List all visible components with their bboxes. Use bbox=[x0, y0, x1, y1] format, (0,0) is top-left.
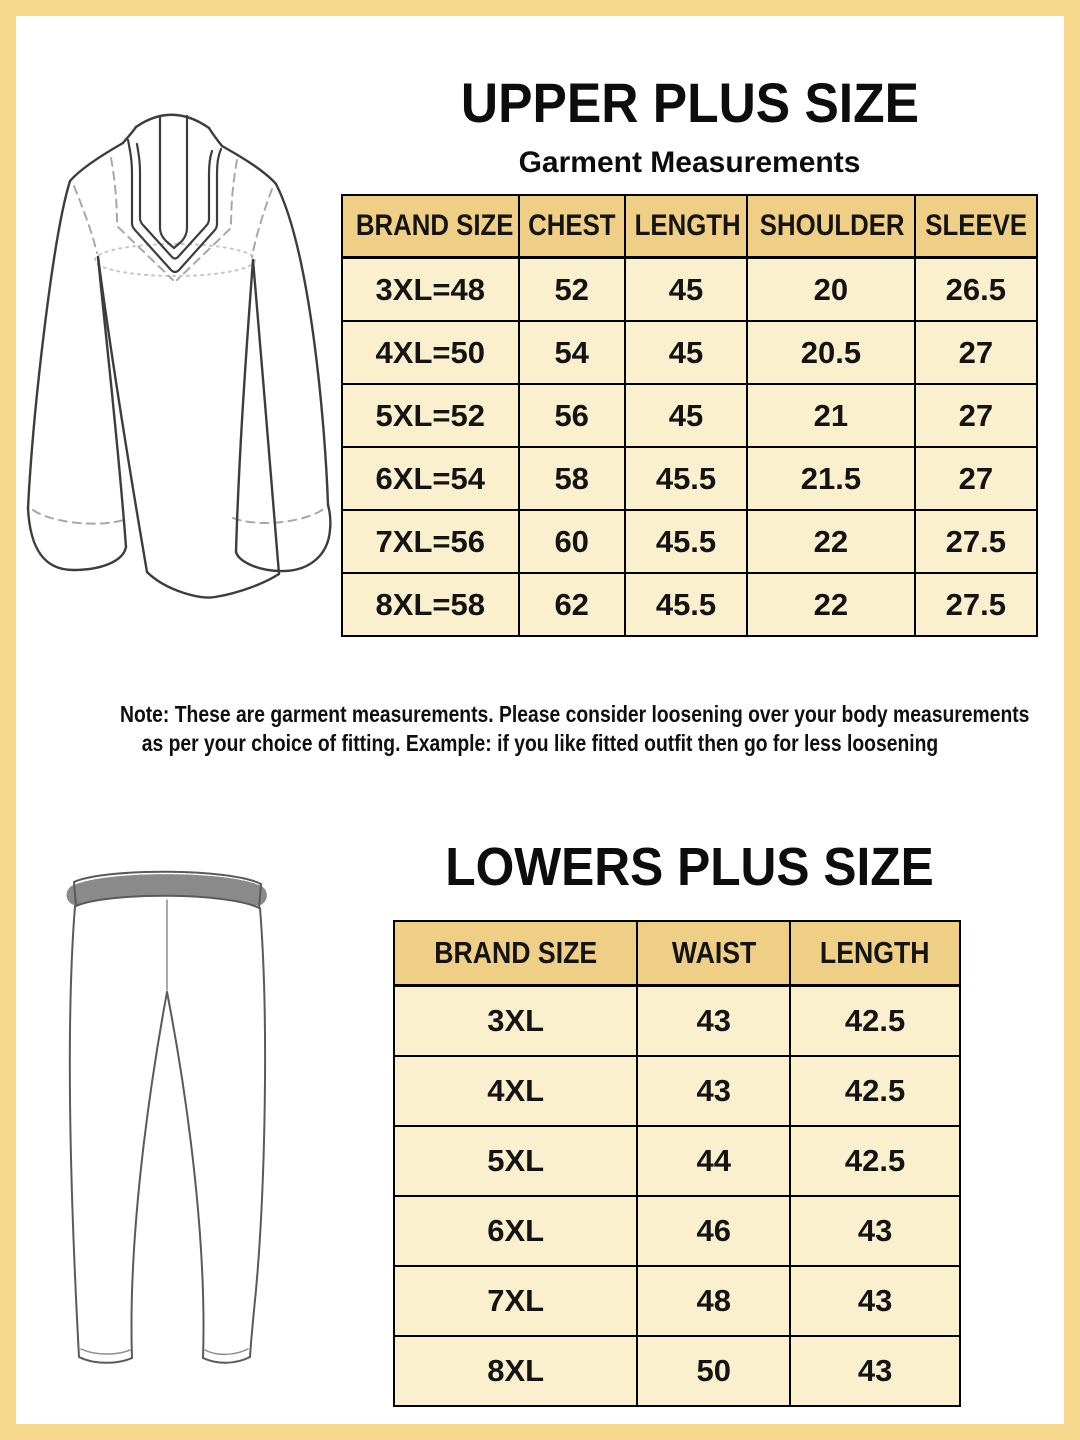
size-cell: 45.5 bbox=[625, 510, 747, 573]
header-cell: BRAND SIZE bbox=[394, 921, 637, 986]
table-row bbox=[394, 1126, 960, 1196]
size-cell: 8XL bbox=[394, 1336, 637, 1406]
header-cell: LENGTH bbox=[625, 195, 747, 258]
size-cell: 45.5 bbox=[625, 447, 747, 510]
size-cell: 26.5 bbox=[915, 258, 1037, 322]
size-cell: 44 bbox=[637, 1126, 790, 1196]
size-cell: 58 bbox=[519, 447, 625, 510]
upper-size-table bbox=[341, 194, 1038, 637]
size-cell: 45 bbox=[625, 321, 747, 384]
size-cell: 21.5 bbox=[747, 447, 914, 510]
size-cell: 27 bbox=[915, 447, 1037, 510]
size-cell: 43 bbox=[637, 1056, 790, 1126]
size-cell: 7XL=56 bbox=[342, 510, 519, 573]
size-cell: 5XL bbox=[394, 1126, 637, 1196]
header-cell: BRAND SIZE bbox=[342, 195, 519, 258]
kurta-placket bbox=[128, 116, 221, 272]
size-cell: 42.5 bbox=[790, 1056, 960, 1126]
lower-title bbox=[340, 836, 1040, 898]
size-cell: 27 bbox=[915, 321, 1037, 384]
table-row bbox=[394, 1196, 960, 1266]
size-cell: 22 bbox=[747, 573, 914, 636]
header-cell: WAIST bbox=[637, 921, 790, 986]
lower-size-table bbox=[393, 920, 961, 1407]
upper-title bbox=[341, 70, 1038, 135]
size-cell: 27.5 bbox=[915, 573, 1037, 636]
size-cell: 43 bbox=[790, 1266, 960, 1336]
upper-title-text: UPPER PLUS SIZE bbox=[460, 71, 919, 134]
size-cell: 7XL bbox=[394, 1266, 637, 1336]
size-cell: 20.5 bbox=[747, 321, 914, 384]
header-cell: SLEEVE bbox=[915, 195, 1037, 258]
size-cell: 6XL bbox=[394, 1196, 637, 1266]
dashed-seam-lines bbox=[33, 158, 325, 524]
table-row bbox=[342, 510, 1037, 573]
size-cell: 3XL bbox=[394, 986, 637, 1057]
table-row bbox=[342, 384, 1037, 447]
size-cell: 45 bbox=[625, 258, 747, 322]
size-cell: 52 bbox=[519, 258, 625, 322]
pants-illustration bbox=[60, 860, 275, 1375]
size-cell: 45.5 bbox=[625, 573, 747, 636]
table-row bbox=[394, 1336, 960, 1406]
size-cell: 43 bbox=[790, 1336, 960, 1406]
table-row bbox=[394, 986, 960, 1057]
header-cell: SHOULDER bbox=[747, 195, 914, 258]
size-cell: 43 bbox=[637, 986, 790, 1057]
header-cell: LENGTH bbox=[790, 921, 960, 986]
table-row bbox=[342, 573, 1037, 636]
size-cell: 6XL=54 bbox=[342, 447, 519, 510]
table-row bbox=[394, 1056, 960, 1126]
size-cell: 45 bbox=[625, 384, 747, 447]
note-line-1: Note: These are garment measurements. Please consider loosening over your body measurements bbox=[120, 701, 1030, 727]
size-cell: 21 bbox=[747, 384, 914, 447]
size-cell: 46 bbox=[637, 1196, 790, 1266]
size-cell: 54 bbox=[519, 321, 625, 384]
kurta-illustration bbox=[25, 110, 335, 660]
pants-detail-lines bbox=[81, 900, 248, 1354]
size-cell: 4XL=50 bbox=[342, 321, 519, 384]
table-row bbox=[342, 258, 1037, 322]
lower-title-text: LOWERS PLUS SIZE bbox=[445, 837, 935, 897]
size-cell: 5XL=52 bbox=[342, 384, 519, 447]
size-cell: 8XL=58 bbox=[342, 573, 519, 636]
size-cell: 42.5 bbox=[790, 1126, 960, 1196]
kurta-outline bbox=[28, 115, 330, 598]
size-cell: 42.5 bbox=[790, 986, 960, 1057]
upper-subtitle bbox=[341, 146, 1038, 180]
size-cell: 4XL bbox=[394, 1056, 637, 1126]
waistband-ribbing bbox=[77, 885, 258, 896]
size-cell: 62 bbox=[519, 573, 625, 636]
note-line-2: as per your choice of fitting. Example: if you like fitted outfit then go for less loosening bbox=[141, 730, 939, 756]
header-cell: CHEST bbox=[519, 195, 625, 258]
table-header-row bbox=[394, 921, 960, 986]
size-cell: 60 bbox=[519, 510, 625, 573]
size-cell: 43 bbox=[790, 1196, 960, 1266]
size-cell: 56 bbox=[519, 384, 625, 447]
table-header-row bbox=[342, 195, 1037, 258]
upper-subtitle-text: Garment Measurements bbox=[518, 146, 861, 179]
table-row bbox=[342, 321, 1037, 384]
table-row bbox=[342, 447, 1037, 510]
size-cell: 27 bbox=[915, 384, 1037, 447]
size-cell: 20 bbox=[747, 258, 914, 322]
size-cell: 27.5 bbox=[915, 510, 1037, 573]
size-cell: 48 bbox=[637, 1266, 790, 1336]
size-cell: 22 bbox=[747, 510, 914, 573]
size-cell: 50 bbox=[637, 1336, 790, 1406]
note-text bbox=[40, 700, 1040, 758]
size-cell: 3XL=48 bbox=[342, 258, 519, 322]
table-row bbox=[394, 1266, 960, 1336]
